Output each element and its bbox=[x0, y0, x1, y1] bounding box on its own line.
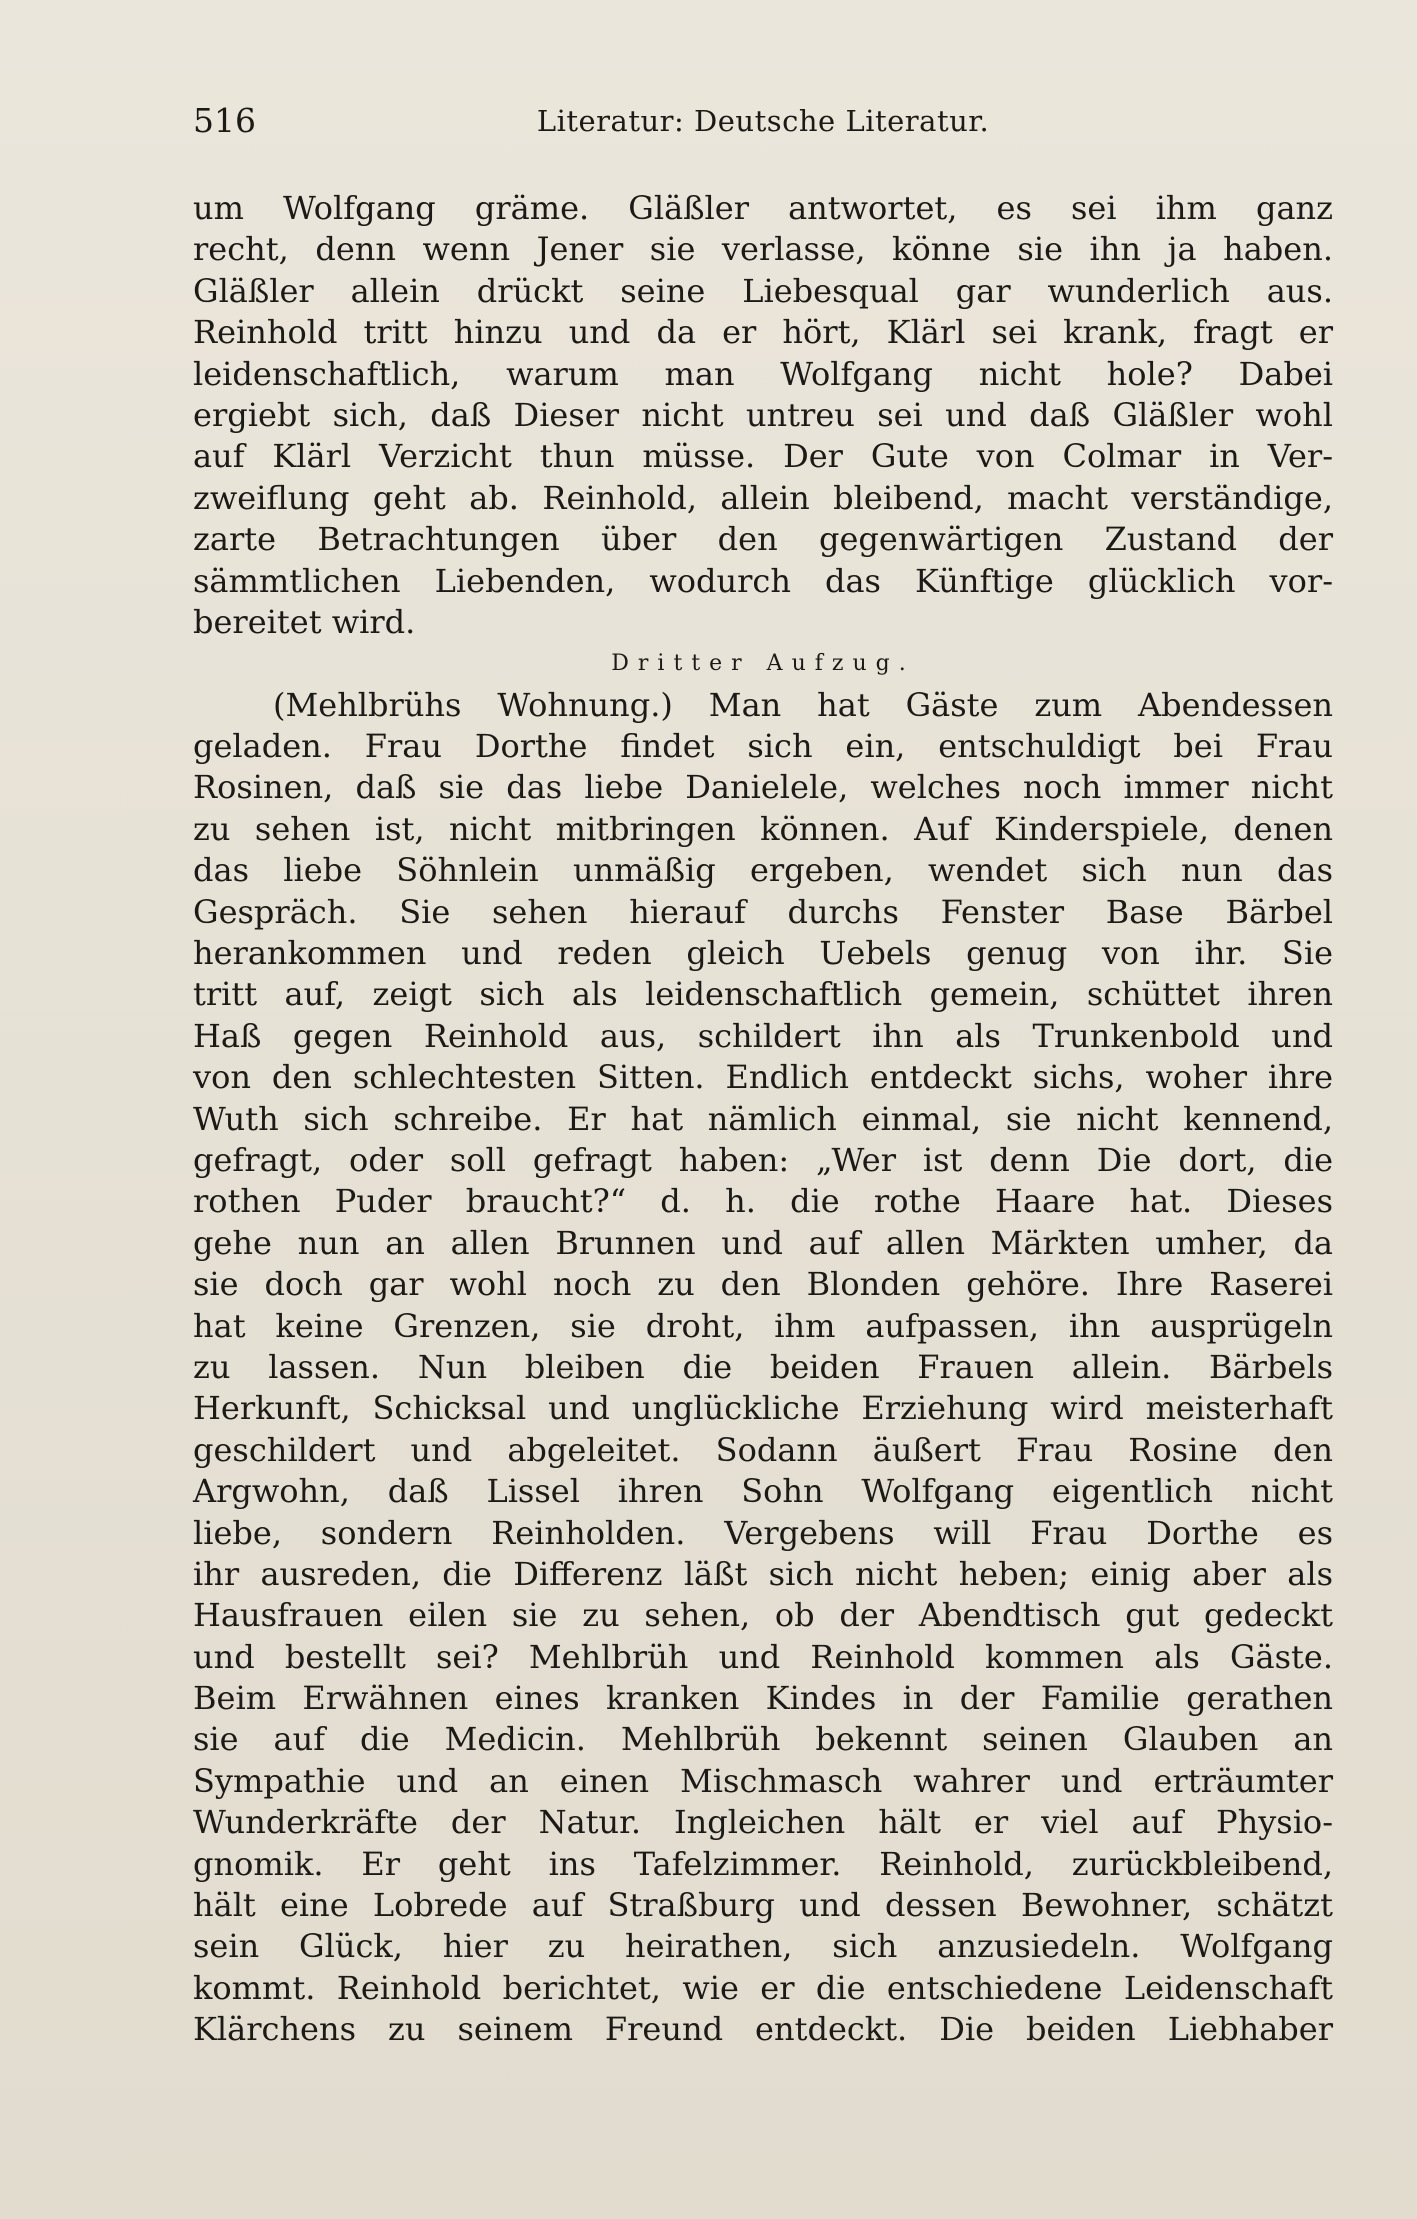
text-line: geladen. Frau Dorthe findet sich ein, entschuldigt bei Frau bbox=[193, 727, 1333, 766]
text-line: Gespräch. Sie sehen hierauf durchs Fenster Base Bärbel bbox=[193, 892, 1333, 931]
paragraph bbox=[193, 685, 1333, 2051]
page-header bbox=[193, 98, 1333, 144]
paragraph bbox=[193, 188, 1333, 643]
text-line: Wunderkräfte der Natur. Ingleichen hält er viel auf Physio- bbox=[193, 1803, 1333, 1842]
text-line: herankommen und reden gleich Uebels genug von ihr. Sie bbox=[193, 934, 1333, 973]
text-line: gehe nun an allen Brunnen und auf allen Märkten umher, da bbox=[193, 1223, 1333, 1262]
text-line: kommt. Reinhold berichtet, wie er die entschiedene Leidenschaft bbox=[193, 1968, 1333, 2007]
text-line: von den schlechtesten Sitten. Endlich entdeckt sichs, woher ihre bbox=[193, 1058, 1333, 1097]
text-line: hält eine Lobrede auf Straßburg und dessen Bewohner, schätzt bbox=[193, 1886, 1333, 1925]
text-line: und bestellt sei? Mehlbrüh und Reinhold kommen als Gäste. bbox=[193, 1637, 1333, 1676]
text-line: das liebe Söhnlein unmäßig ergeben, wendet sich nun das bbox=[193, 851, 1333, 890]
section-title: Dritter Aufzug. bbox=[611, 651, 915, 677]
text-line: um Wolfgang gräme. Gläßler antwortet, es sei ihm ganz bbox=[193, 189, 1333, 227]
text-line: Rosinen, daß sie das liebe Danielele, welches noch immer nicht bbox=[193, 768, 1333, 807]
text-line: zu lassen. Nun bleiben die beiden Frauen allein. Bärbels bbox=[193, 1347, 1333, 1386]
text-line: ergiebt sich, daß Dieser nicht untreu sei und daß Gläßler wohl bbox=[193, 395, 1333, 434]
text-line: geschildert und abgeleitet. Sodann äußert Frau Rosine den bbox=[193, 1430, 1333, 1469]
text-line: rothen Puder braucht?“ d. h. die rothe Haare hat. Dieses bbox=[193, 1182, 1333, 1221]
text-line: liebe, sondern Reinholden. Vergebens will Frau Dorthe es bbox=[193, 1513, 1333, 1552]
text-line: auf Klärl Verzicht thun müsse. Der Gute von Colmar in Ver- bbox=[193, 437, 1333, 476]
running-head: Literatur: Deutsche Literatur. bbox=[536, 104, 990, 138]
text-line: gnomik. Er geht ins Tafelzimmer. Reinhold, zurückbleibend, bbox=[193, 1844, 1333, 1883]
text-line: Sympathie und an einen Mischmasch wahrer und erträumter bbox=[193, 1761, 1333, 1800]
text-line: leidenschaftlich, warum man Wolfgang nicht hole? Dabei bbox=[193, 354, 1333, 393]
text-line: Hausfrauen eilen sie zu sehen, ob der Abendtisch gut gedeckt bbox=[193, 1596, 1333, 1635]
page-number: 516 bbox=[193, 101, 256, 140]
text-line: sie doch gar wohl noch zu den Blonden gehöre. Ihre Raserei bbox=[193, 1265, 1333, 1304]
text-line: bereitet wird. bbox=[193, 602, 416, 641]
text-line: sämmtlichen Liebenden, wodurch das Künftige glücklich vor- bbox=[193, 561, 1333, 600]
text-line: Argwohn, daß Lissel ihren Sohn Wolfgang eigentlich nicht bbox=[193, 1472, 1333, 1511]
text-line: Herkunft, Schicksal und unglückliche Erziehung wird meisterhaft bbox=[193, 1389, 1333, 1428]
text-line: Beim Erwähnen eines kranken Kindes in der Familie gerathen bbox=[193, 1679, 1333, 1718]
text-line: recht, denn wenn Jener sie verlasse, könne sie ihn ja haben. bbox=[193, 230, 1333, 269]
text-line: (Mehlbrühs Wohnung.) Man hat Gäste zum Abendessen bbox=[273, 685, 1333, 724]
text-line: sie auf die Medicin. Mehlbrüh bekennt seinen Glauben an bbox=[193, 1720, 1333, 1759]
text-line: sein Glück, hier zu heirathen, sich anzusiedeln. Wolfgang bbox=[193, 1927, 1333, 1966]
text-line: Wuth sich schreibe. Er hat nämlich einmal, sie nicht kennend, bbox=[193, 1099, 1333, 1138]
text-line: Klärchens zu seinem Freund entdeckt. Die beiden Liebhaber bbox=[193, 2010, 1333, 2049]
body-text bbox=[193, 188, 1333, 2051]
text-line: tritt auf, zeigt sich als leidenschaftlich gemein, schüttet ihren bbox=[193, 975, 1333, 1014]
text-line: ihr ausreden, die Differenz läßt sich nicht heben; einig aber als bbox=[193, 1554, 1333, 1593]
text-line: Haß gegen Reinhold aus, schildert ihn als Trunkenbold und bbox=[193, 1016, 1333, 1055]
text-line: zarte Betrachtungen über den gegenwärtigen Zustand der bbox=[193, 520, 1333, 559]
text-line: zweiflung geht ab. Reinhold, allein bleibend, macht verständige, bbox=[193, 478, 1333, 517]
text-line: zu sehen ist, nicht mitbringen können. Auf Kinderspiele, denen bbox=[193, 809, 1333, 848]
text-line: Gläßler allein drückt seine Liebesqual gar wunderlich aus. bbox=[193, 271, 1333, 310]
text-line: gefragt, oder soll gefragt haben: „Wer ist denn Die dort, die bbox=[193, 1140, 1333, 1179]
text-line: hat keine Grenzen, sie droht, ihm aufpassen, ihn ausprügeln bbox=[193, 1306, 1333, 1345]
text-line: Reinhold tritt hinzu und da er hört, Klärl sei krank, fragt er bbox=[193, 313, 1333, 352]
